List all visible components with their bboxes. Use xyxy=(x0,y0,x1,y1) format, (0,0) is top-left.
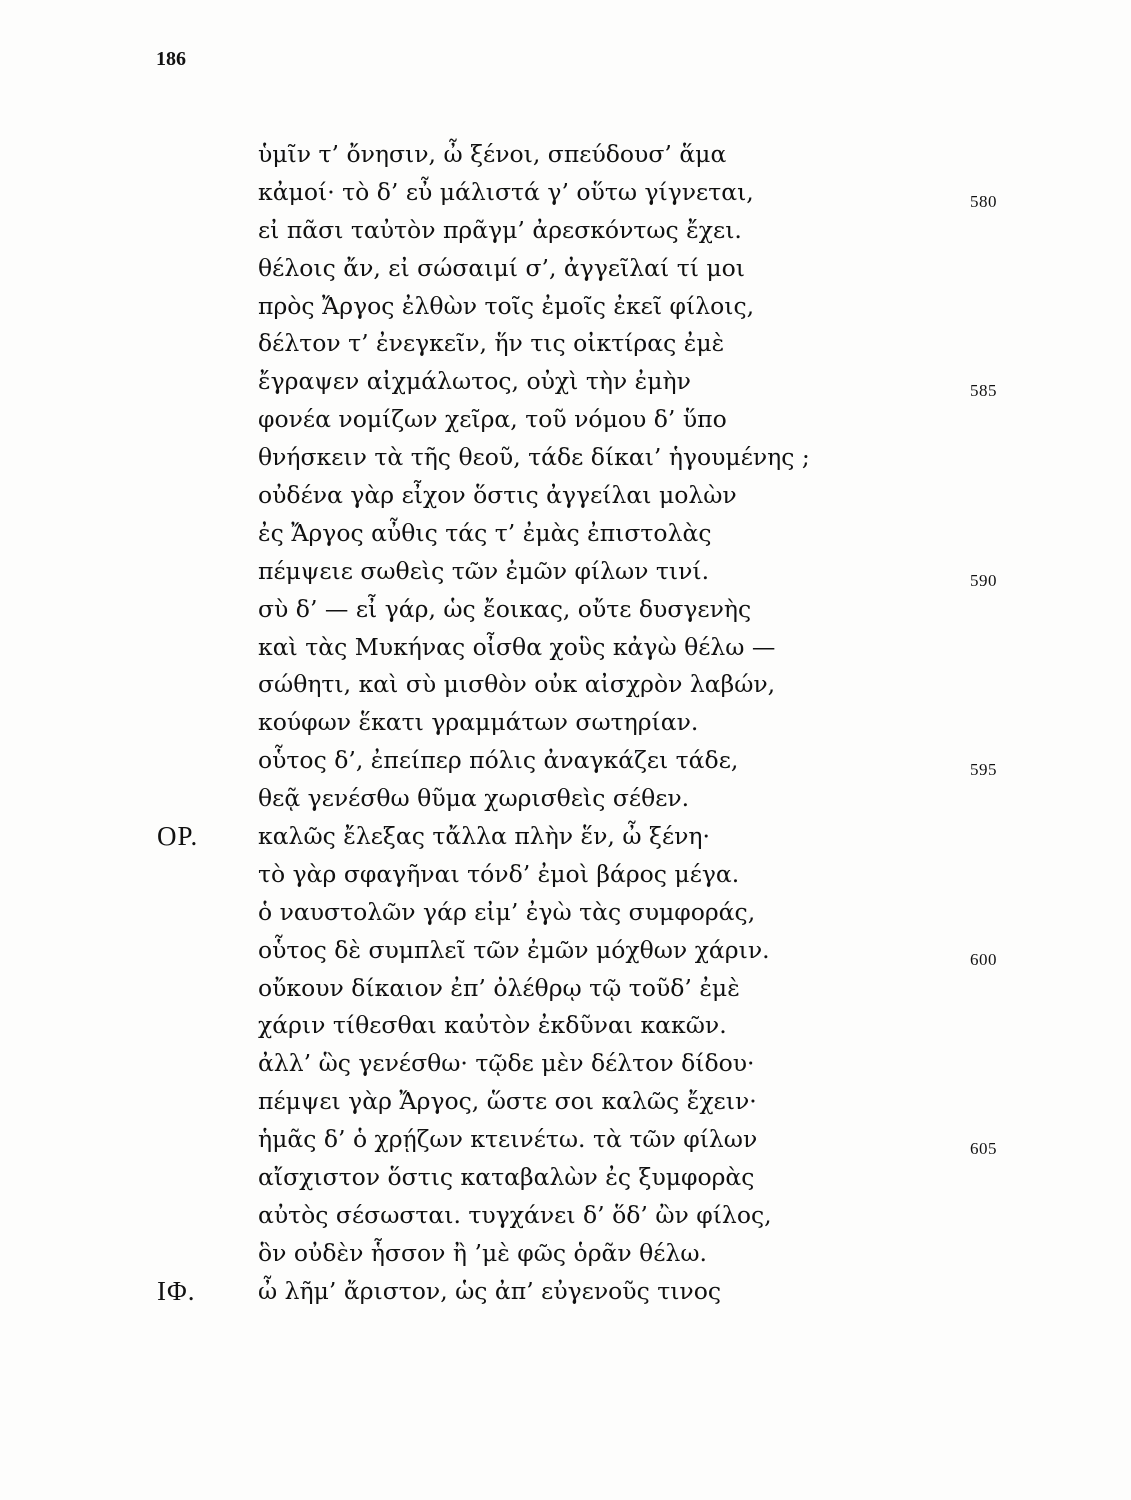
verse-line xyxy=(0,477,1131,515)
line-number: 590 xyxy=(970,570,997,590)
verse-line xyxy=(0,1007,1131,1045)
verse-line xyxy=(0,439,1131,477)
verse-line xyxy=(0,288,1131,326)
line-number: 600 xyxy=(970,949,997,969)
verse-line-text: σώθητι, καὶ σὺ μισθὸν οὐκ αἰσχρὸν λαβών, xyxy=(258,670,776,699)
line-number: 585 xyxy=(970,381,997,401)
verse-line-text: εἰ πᾶσι ταὐτὸν πρᾶγμ’ ἀρεσκόντως ἔχει. xyxy=(258,215,742,244)
verse-line-text: ὦ λῆμ’ ἄριστον, ὡς ἀπ’ εὐγενοῦς τινος xyxy=(258,1276,722,1305)
verse-line xyxy=(0,325,1131,363)
speaker-label: ΙΦ. xyxy=(157,1275,196,1306)
verse-line-text: πρὸς Ἄργος ἐλθὼν τοῖς ἐμοῖς ἐκεῖ φίλοις, xyxy=(258,291,755,320)
verse-line-text: καὶ τὰς Μυκήνας οἶσθα χοὓς κἀγὼ θέλω — xyxy=(258,632,776,661)
verse-text xyxy=(0,136,1131,1311)
verse-line xyxy=(0,1045,1131,1083)
page-number: 186 xyxy=(156,48,186,70)
verse-line xyxy=(0,780,1131,818)
line-number: 580 xyxy=(970,191,997,211)
line-number: 595 xyxy=(970,760,997,780)
verse-line-text: θνήσκειν τὰ τῆς θεοῦ, τάδε δίκαι’ ἡγουμένης ; xyxy=(258,443,810,472)
verse-line-text: θεᾷ γενέσθω θῦμα χωρισθεὶς σέθεν. xyxy=(258,784,690,813)
verse-line-text: οὔκουν δίκαιον ἐπ’ ὀλέθρῳ τῷ τοῦδ’ ἐμὲ xyxy=(258,973,740,1002)
verse-line-text: ἡμᾶς δ’ ὁ χρῄζων κτεινέτω. τὰ τῶν φίλων xyxy=(258,1125,758,1154)
verse-line-text: οὐδένα γὰρ εἶχον ὅστις ἀγγείλαι μολὼν xyxy=(258,481,737,510)
verse-line-text: σὺ δ’ — εἶ γάρ, ὡς ἔοικας, οὔτε δυσγενὴς xyxy=(258,594,752,623)
verse-line-text: οὗτος δὲ συμπλεῖ τῶν ἐμῶν μόχθων χάριν. xyxy=(258,935,770,964)
verse-line-text: πέμψειε σωθεὶς τῶν ἐμῶν φίλων τινί. xyxy=(258,556,710,585)
verse-line-text: τὸ γὰρ σφαγῆναι τόνδ’ ἐμοὶ βάρος μέγα. xyxy=(258,859,740,888)
verse-line xyxy=(0,970,1131,1008)
verse-line-text: ἐς Ἄργος αὖθις τάς τ’ ἐμὰς ἐπιστολὰς xyxy=(258,518,712,547)
verse-line xyxy=(0,1273,1131,1311)
verse-line xyxy=(0,363,1131,401)
verse-line-text: ἀλλ’ ὣς γενέσθω· τῷδε μὲν δέλτον δίδου· xyxy=(258,1049,755,1078)
verse-line xyxy=(0,401,1131,439)
verse-line xyxy=(0,894,1131,932)
verse-line xyxy=(0,212,1131,250)
verse-line-text: χάριν τίθεσθαι καὐτὸν ἐκδῦναι κακῶν. xyxy=(258,1011,727,1040)
verse-line-text: αὐτὸς σέσωσται. τυγχάνει δ’ ὅδ’ ὢν φίλος, xyxy=(258,1200,772,1229)
verse-line xyxy=(0,1197,1131,1235)
verse-line xyxy=(0,1159,1131,1197)
verse-line xyxy=(0,818,1131,856)
verse-line xyxy=(0,666,1131,704)
verse-line-text: ἔγραψεν αἰχμάλωτος, οὐχὶ τὴν ἐμὴν xyxy=(258,367,691,396)
verse-line xyxy=(0,174,1131,212)
verse-line-text: αἴσχιστον ὅστις καταβαλὼν ἐς ξυμφορὰς xyxy=(258,1163,755,1192)
verse-line-text: πέμψει γὰρ Ἄργος, ὥστε σοι καλῶς ἔχειν· xyxy=(258,1087,757,1116)
verse-line xyxy=(0,629,1131,667)
verse-line-text: ὑμῖν τ’ ὄνησιν, ὦ ξένοι, σπεύδουσ’ ἅμα xyxy=(258,140,727,168)
speaker-label: ΟΡ. xyxy=(157,821,199,852)
verse-line-text: οὗτος δ’, ἐπείπερ πόλις ἀναγκάζει τάδε, xyxy=(258,746,739,775)
verse-line xyxy=(0,742,1131,780)
verse-line xyxy=(0,250,1131,288)
verse-line-text: καλῶς ἔλεξας τἄλλα πλὴν ἕν, ὦ ξένη· xyxy=(258,822,710,851)
line-number: 605 xyxy=(970,1139,997,1159)
verse-line xyxy=(0,515,1131,553)
verse-line-text: ὁ ναυστολῶν γάρ εἰμ’ ἐγὼ τὰς συμφοράς, xyxy=(258,897,756,926)
verse-line xyxy=(0,704,1131,742)
verse-line-text: κἀμοί· τὸ δ’ εὖ μάλιστά γ’ οὕτω γίγνεται, xyxy=(258,177,754,206)
verse-line-text: ὃν οὐδὲν ἧσσον ἢ ’μὲ φῶς ὁρᾶν θέλω. xyxy=(258,1238,707,1267)
verse-line xyxy=(0,1121,1131,1159)
verse-line-text: φονέα νομίζων χεῖρα, τοῦ νόμου δ’ ὕπο xyxy=(258,405,727,434)
verse-line-text: θέλοις ἄν, εἰ σώσαιμί σ’, ἀγγεῖλαί τί μοι xyxy=(258,253,746,282)
verse-line xyxy=(0,136,1131,174)
verse-line xyxy=(0,591,1131,629)
verse-line xyxy=(0,932,1131,970)
verse-line-text: δέλτον τ’ ἐνεγκεῖν, ἥν τις οἰκτίρας ἐμὲ xyxy=(258,329,725,358)
verse-line-text: κούφων ἕκατι γραμμάτων σωτηρίαν. xyxy=(258,708,699,737)
verse-line xyxy=(0,1083,1131,1121)
verse-line xyxy=(0,553,1131,591)
verse-line xyxy=(0,1235,1131,1273)
verse-line xyxy=(0,856,1131,894)
